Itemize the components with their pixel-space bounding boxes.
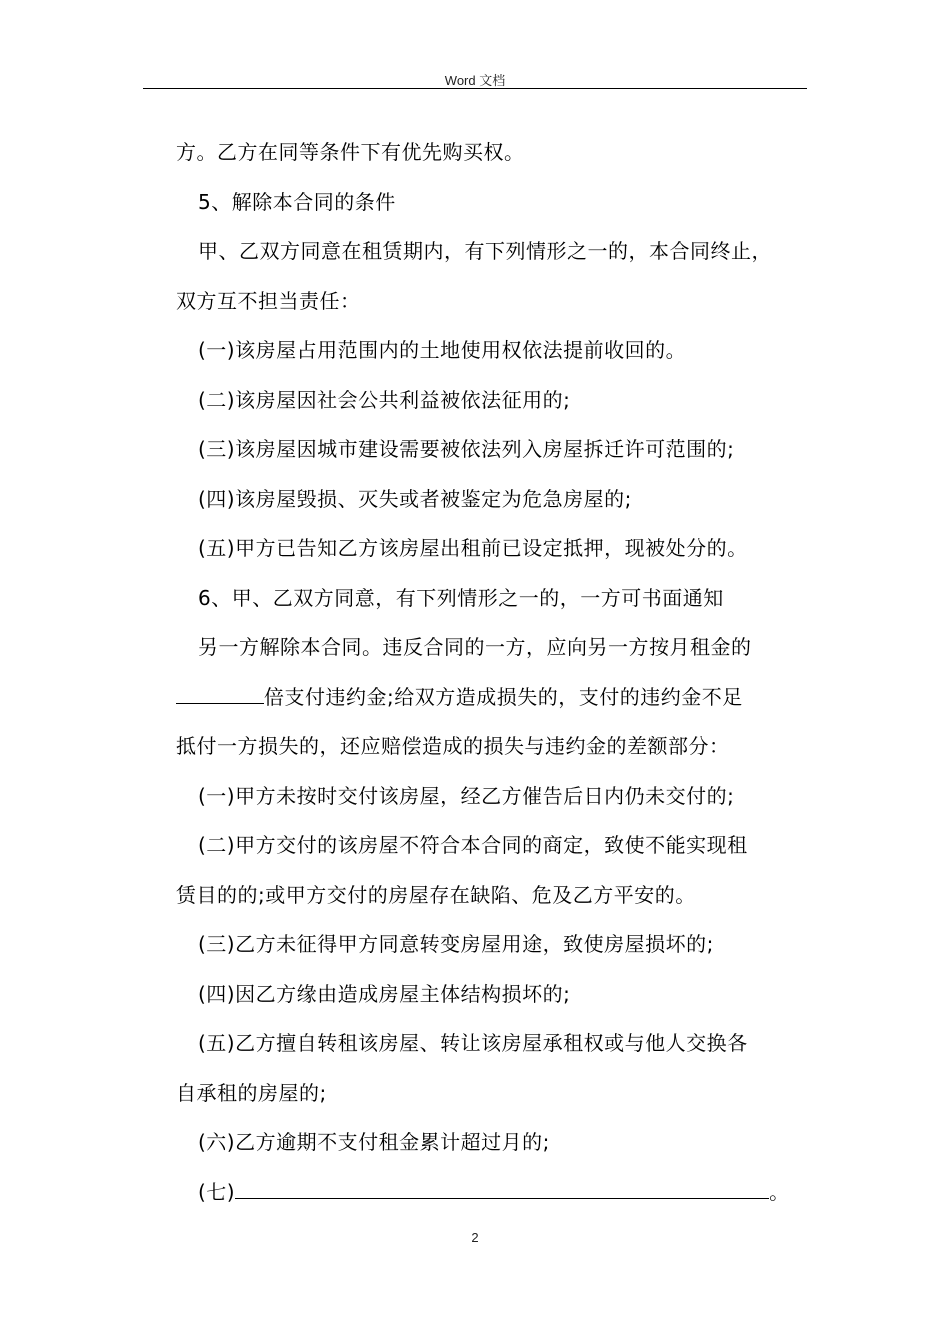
list-item: (一)该房屋占用范围内的土地使用权依法提前收回的。 — [198, 338, 687, 362]
list-item: (四)该房屋毁损、灭失或者被鉴定为危急房屋的; — [198, 486, 632, 511]
list-item: (六)乙方逾期不支付租金累计超过月的; — [198, 1130, 550, 1154]
section-heading: 5、解除本合同的条件 — [198, 189, 396, 214]
list-item — [176, 1168, 816, 1218]
list-item: (五)乙方擅自转租该房屋、转让该房屋承租权或与他人交换各 — [198, 1031, 748, 1055]
paragraph-line: 甲、乙双方同意在租赁期内，有下列情形之一的，本合同终止， — [198, 239, 772, 263]
list-item: (二)甲方交付的该房屋不符合本合同的商定，致使不能实现租 — [198, 833, 748, 857]
page-number: 2 — [471, 1230, 479, 1245]
paragraph-line: 抵付一方损失的，还应赔偿造成的损失与违约金的差额部分： — [176, 734, 730, 758]
list-item: (二)该房屋因社会公共利益被依法征用的; — [198, 387, 571, 412]
list-item: (三)乙方未征得甲方同意转变房屋用途，致使房屋损坏的; — [198, 932, 714, 956]
list-item: (四)因乙方缘由造成房屋主体结构损坏的; — [198, 981, 571, 1006]
header-divider — [143, 88, 807, 89]
paragraph-line: 赁目的的;或甲方交付的房屋存在缺陷、危及乙方平安的。 — [176, 882, 696, 907]
list-item: (三)该房屋因城市建设需要被依法列入房屋拆迁许可范围的; — [198, 437, 735, 461]
paragraph-line: 方。乙方在同等条件下有优先购买权。 — [176, 140, 525, 164]
paragraph-text: 倍支付违约金;给双方造成损失的，支付的违约金不足 — [264, 684, 743, 709]
page-header: Word 文档 — [444, 73, 506, 88]
section-heading: 6、甲、乙双方同意，有下列情形之一的，一方可书面通知 — [198, 585, 724, 610]
fill-in-blank — [176, 681, 264, 704]
list-item: (一)甲方未按时交付该房屋，经乙方催告后日内仍未交付的; — [198, 783, 735, 808]
fill-in-blank — [235, 1176, 769, 1199]
paragraph-line: 自承租的房屋的; — [176, 1080, 327, 1105]
list-item-end: 。 — [769, 1179, 790, 1204]
document-body — [176, 128, 816, 1217]
list-item-label: (七) — [198, 1179, 236, 1204]
list-item: (五)甲方已告知乙方该房屋出租前已设定抵押，现被处分的。 — [198, 536, 748, 560]
paragraph-line: 另一方解除本合同。违反合同的一方，应向另一方按月租金的 — [198, 635, 752, 659]
paragraph-line: 双方互不担当责任： — [176, 288, 361, 313]
paragraph-line — [176, 673, 816, 723]
